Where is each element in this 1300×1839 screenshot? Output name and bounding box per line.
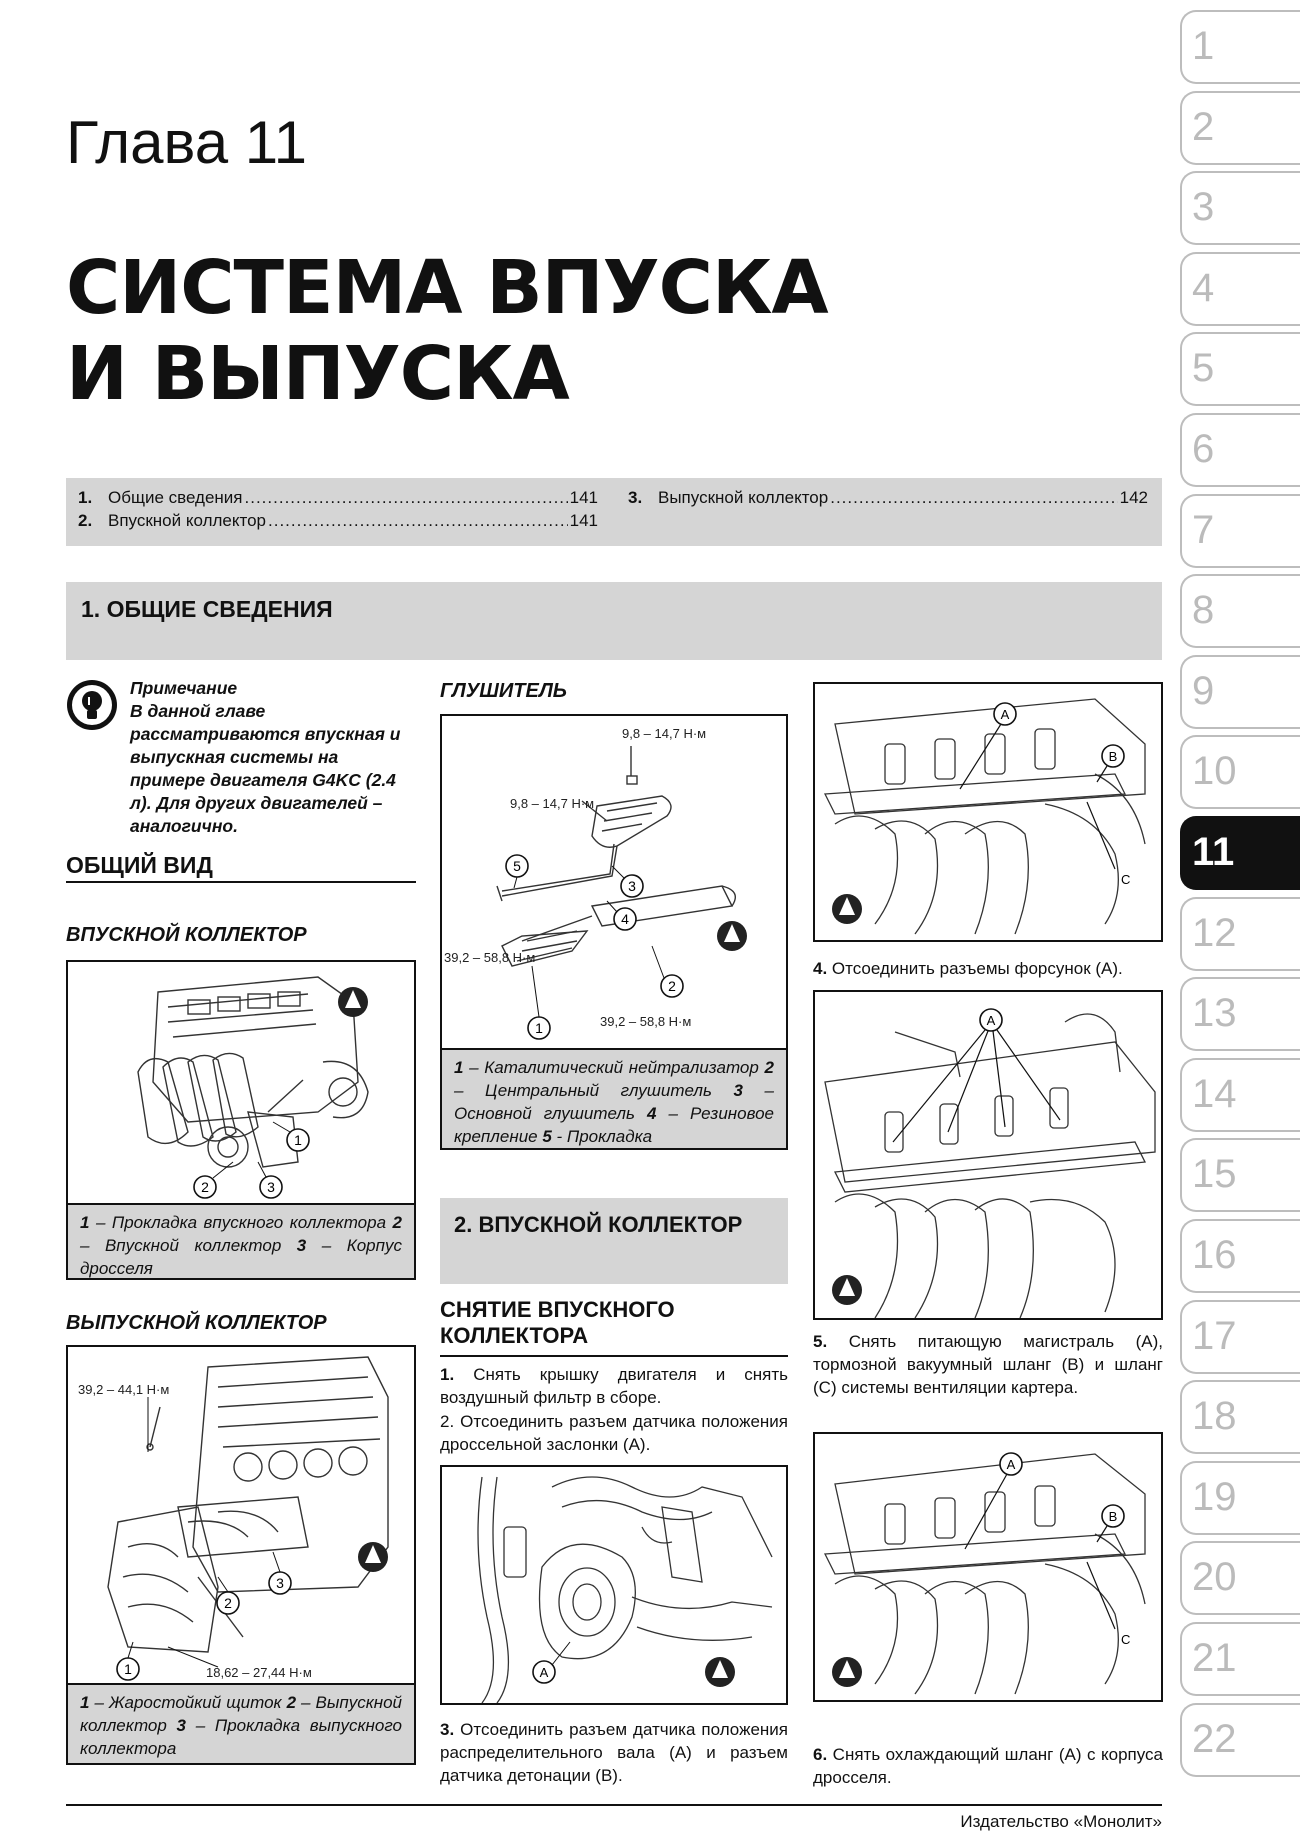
step-5: 5. Снять питающую магистраль (A), тормозной вакуумный шланг (B) и шланг (C) системы вентиляции картера. (813, 1332, 1163, 1397)
step-5-figure (813, 990, 1163, 1320)
step-4-figure (813, 682, 1163, 942)
chapter-tab-10[interactable] (1180, 735, 1300, 809)
callout-1: 1 (124, 1661, 132, 1677)
table-of-contents (66, 478, 1162, 546)
chapter-label: Глава 11 (66, 109, 308, 176)
chapter-tab-label: 3 (1192, 185, 1215, 230)
chapter-tab-13[interactable] (1180, 977, 1300, 1051)
chapter-tab-5[interactable] (1180, 332, 1300, 406)
step-3: 3. Отсоединить разъем датчика положения распределительного вала (A) и разъем датчика детонации (B). (440, 1720, 788, 1785)
toc-title: Впускной коллектор (108, 511, 266, 530)
chapter-tab-6[interactable] (1180, 413, 1300, 487)
footer-rule (66, 1804, 1162, 1806)
chapter-tab-21[interactable] (1180, 1622, 1300, 1696)
exhaust-manifold-drawing (68, 1347, 414, 1683)
chapter-tab-11[interactable] (1180, 816, 1300, 890)
muffler-figure (440, 714, 788, 1050)
page-title (66, 245, 828, 417)
callout-2: 2 (201, 1179, 209, 1195)
note-block (66, 677, 416, 838)
callout-1: 1 (535, 1020, 543, 1036)
muffler-torque-a: 9,8 – 14,7 Н·м (622, 726, 707, 741)
chapter-tab-8[interactable] (1180, 574, 1300, 648)
toc-leader (830, 488, 1117, 508)
chapter-tab-label: 10 (1192, 749, 1237, 794)
chapter-tab-label: 14 (1192, 1071, 1237, 1116)
chapter-tab-label: 21 (1192, 1636, 1237, 1680)
callout-3: 3 (628, 878, 636, 894)
toc-leader (245, 488, 568, 508)
chapter-tab-label: 5 (1192, 346, 1215, 391)
muffler-torque-b: 9,8 – 14,7 Н·м (510, 796, 595, 811)
chapter-tab-label: 19 (1192, 1474, 1237, 1519)
callout-3: 3 (276, 1575, 284, 1591)
chapter-tab-16[interactable] (1180, 1219, 1300, 1293)
chapter-tab-label: 4 (1192, 265, 1215, 310)
toc-number: 1. (78, 488, 93, 507)
chapter-tab-label: 13 (1192, 991, 1237, 1036)
callout-4: 4 (621, 911, 629, 927)
callout-2: 2 (668, 978, 676, 994)
chapter-tab-label: 11 (1192, 830, 1235, 874)
intake-manifold-drawing (68, 962, 414, 1203)
chapter-tab-3[interactable] (1180, 171, 1300, 245)
chapter-tab-label: 6 (1192, 427, 1215, 471)
section-title: 1. ОБЩИЕ СВЕДЕНИЯ (81, 596, 333, 622)
label-a: A (986, 1013, 996, 1028)
chapter-tab-9[interactable] (1180, 655, 1300, 729)
note-heading: Примечание (130, 678, 238, 698)
toc-title: Выпускной коллектор (658, 488, 829, 507)
callout-3: 3 (267, 1179, 275, 1195)
removal-heading-line-2: КОЛЛЕКТОРА (440, 1323, 589, 1348)
note-text: В данной главе рассматриваются впускная и выпускная системы на примере двигателя G4KC (2.4 л). Для других двигателей – аналогично. (130, 701, 401, 836)
chapter-tab-label: 9 (1192, 668, 1215, 713)
throttle-sensor-drawing (442, 1467, 786, 1703)
exhaust-manifold-figure (66, 1345, 416, 1685)
muffler-torque-c: 39,2 – 58,8 Н·м (444, 950, 536, 965)
section-header (66, 582, 1162, 660)
chapter-tab-4[interactable] (1180, 252, 1300, 326)
title-line-2: И ВЫПУСКА (66, 331, 569, 417)
step-4: 4. Отсоединить разъемы форсунок (A). (813, 959, 1123, 978)
step-1: 1. Снять крышку двигателя и снять воздушный фильтр в сборе. (440, 1365, 788, 1407)
info-bulb-icon (66, 679, 118, 731)
label-b: B (1108, 1509, 1118, 1524)
label-a: A (539, 1665, 549, 1680)
toc-item[interactable] (78, 511, 598, 531)
torque-top: 39,2 – 44,1 Н·м (78, 1382, 170, 1397)
chapter-tab-label: 17 (1192, 1313, 1237, 1358)
chapter-tab-label: 20 (1192, 1555, 1237, 1600)
chapter-tab-12[interactable] (1180, 897, 1300, 971)
chapter-tab-7[interactable] (1180, 494, 1300, 568)
chapter-tab-22[interactable] (1180, 1703, 1300, 1777)
toc-item[interactable] (628, 488, 1148, 508)
chapter-tab-17[interactable] (1180, 1300, 1300, 1374)
callout-2: 2 (224, 1595, 232, 1611)
torque-bottom: 18,62 – 27,44 Н·м (206, 1665, 312, 1680)
exhaust-manifold-caption: 1 – Жаростойкий щиток 2 – Выпускной коллектор 3 – Прокладка выпускного коллектора (66, 1685, 416, 1765)
chapter-tab-label: 22 (1192, 1716, 1237, 1761)
chapter-tab-18[interactable] (1180, 1380, 1300, 1454)
step-6: 6. Снять охлаждающий шланг (A) с корпуса дросселя. (813, 1745, 1163, 1787)
intake-manifold-heading: ВПУСКНОЙ КОЛЛЕКТОР (66, 924, 307, 946)
chapter-tab-20[interactable] (1180, 1541, 1300, 1615)
muffler-drawing (442, 716, 786, 1048)
toc-page: 142 (1119, 488, 1148, 507)
chapter-tab-label: 15 (1192, 1152, 1237, 1197)
chapter-tab-2[interactable] (1180, 91, 1300, 165)
toc-number: 3. (628, 488, 643, 507)
chapter-tab-15[interactable] (1180, 1138, 1300, 1212)
publisher-footer: Издательство «Монолит» (960, 1812, 1162, 1831)
chapter-tab-1[interactable] (1180, 10, 1300, 84)
label-a: A (1006, 1457, 1016, 1472)
general-view-heading: ОБЩИЙ ВИД (66, 852, 416, 883)
callout-5: 5 (513, 858, 521, 874)
injector-connectors-drawing (815, 684, 1161, 940)
label-b: B (1108, 749, 1118, 764)
label-c: C (1121, 1632, 1131, 1647)
toc-item[interactable] (78, 488, 598, 508)
title-line-1: СИСТЕМА ВПУСКА (66, 245, 828, 331)
toc-page: 141 (569, 488, 598, 507)
chapter-tab-label: 16 (1192, 1233, 1237, 1277)
intake-manifold-caption: 1 – Прокладка впускного коллектора 2 – Впускной коллектор 3 – Корпус дросселя (66, 1205, 416, 1280)
step-6-figure (813, 1432, 1163, 1702)
toc-page: 141 (569, 511, 598, 530)
section-header (440, 1198, 788, 1284)
coolant-hose-drawing (815, 1434, 1161, 1700)
chapter-tab-label: 1 (1192, 24, 1215, 68)
label-a: A (1000, 707, 1010, 722)
label-c: C (1121, 872, 1131, 887)
toc-title: Общие сведения (108, 488, 243, 507)
removal-heading (440, 1297, 788, 1357)
chapter-tab-label: 18 (1192, 1394, 1237, 1439)
chapter-tab-label: 8 (1192, 588, 1215, 633)
chapter-tab-label: 7 (1192, 507, 1215, 552)
chapter-tab-19[interactable] (1180, 1461, 1300, 1535)
removal-heading-line-1: СНЯТИЕ ВПУСКНОГО (440, 1297, 675, 1322)
chapter-tab-label: 12 (1192, 910, 1237, 955)
muffler-heading: ГЛУШИТЕЛЬ (440, 680, 567, 702)
section-title: 2. ВПУСКНОЙ КОЛЛЕКТОР (454, 1212, 743, 1237)
toc-leader (268, 511, 568, 531)
toc-number: 2. (78, 511, 93, 530)
step-2: 2. Отсоединить разъем датчика положения дроссельной заслонки (A). (440, 1412, 788, 1454)
muffler-torque-d: 39,2 – 58,8 Н·м (600, 1014, 692, 1029)
chapter-tab-14[interactable] (1180, 1058, 1300, 1132)
muffler-caption: 1 – Каталитический нейтрализатор 2 – Центральный глушитель 3 – Основной глушитель 4 – Резиновое крепление 5 - Прокладка (440, 1050, 788, 1150)
intake-manifold-figure (66, 960, 416, 1205)
fuel-rail-drawing (815, 992, 1161, 1318)
step-3-figure (440, 1465, 788, 1705)
chapter-tab-label: 2 (1192, 104, 1215, 149)
exhaust-manifold-heading: ВЫПУСКНОЙ КОЛЛЕКТОР (66, 1312, 327, 1334)
callout-1: 1 (294, 1132, 302, 1148)
